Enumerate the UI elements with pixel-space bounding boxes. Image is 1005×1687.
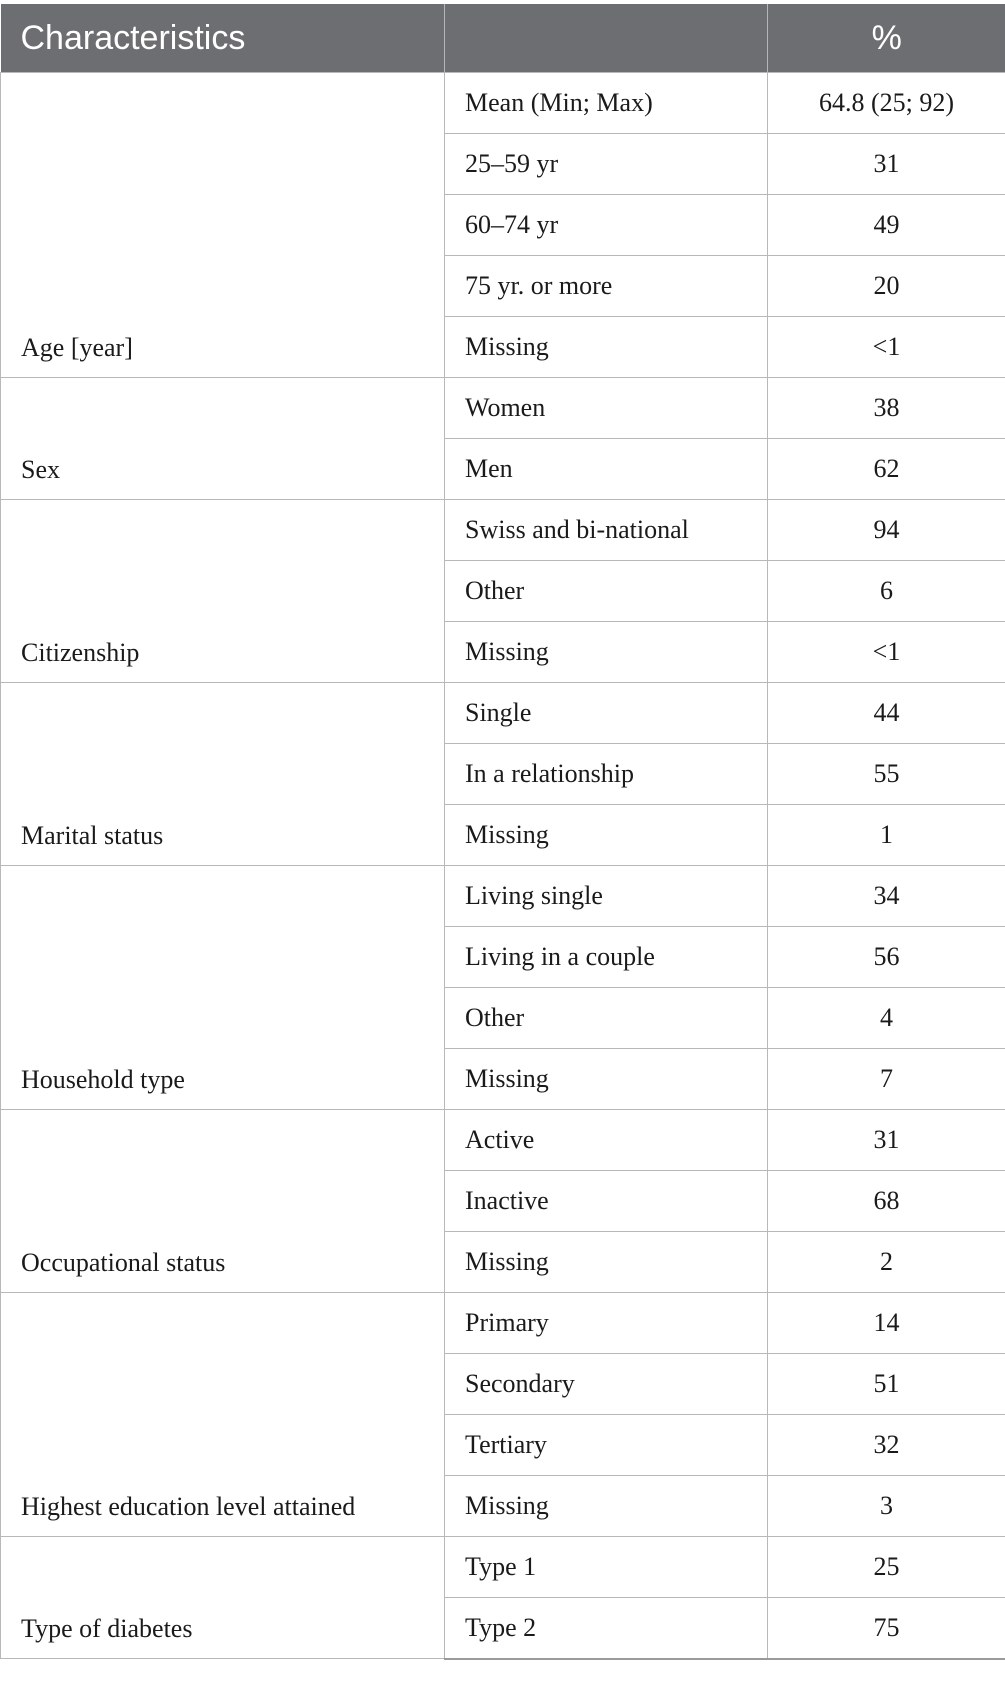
percent-cell: 6 [768,561,1005,622]
table-row [1,500,1005,561]
category-cell: Women [445,378,768,439]
header-percent: % [768,4,1005,73]
category-cell: Other [445,561,768,622]
table-row [1,1537,1005,1598]
percent-cell: 31 [768,1110,1005,1171]
category-cell: Secondary [445,1354,768,1415]
group-label: Occupational status [1,1110,445,1293]
percent-cell: 56 [768,927,1005,988]
percent-cell: 49 [768,195,1005,256]
group-label: Household type [1,866,445,1110]
percent-cell: 64.8 (25; 92) [768,73,1005,134]
category-cell: Inactive [445,1171,768,1232]
percent-cell: 32 [768,1415,1005,1476]
category-cell: Primary [445,1293,768,1354]
group-label: Age [year] [1,73,445,378]
category-cell: Mean (Min; Max) [445,73,768,134]
category-cell: Missing [445,805,768,866]
category-cell: Men [445,439,768,500]
table-row [1,1293,1005,1354]
category-cell: 60–74 yr [445,195,768,256]
percent-cell: 68 [768,1171,1005,1232]
percent-cell: 31 [768,134,1005,195]
percent-cell: 2 [768,1232,1005,1293]
table-row [1,1110,1005,1171]
table-row [1,683,1005,744]
percent-cell: 1 [768,805,1005,866]
table-header [1,4,1005,73]
percent-cell: 3 [768,1476,1005,1537]
category-cell: Tertiary [445,1415,768,1476]
category-cell: Active [445,1110,768,1171]
category-cell: Single [445,683,768,744]
category-cell: Missing [445,1476,768,1537]
header-category [445,4,768,73]
percent-cell: 38 [768,378,1005,439]
percent-cell: 14 [768,1293,1005,1354]
percent-cell: 75 [768,1598,1005,1659]
category-cell: In a relationship [445,744,768,805]
category-cell: 75 yr. or more [445,256,768,317]
percent-cell: 55 [768,744,1005,805]
group-label: Type of diabetes [1,1537,445,1659]
table-body [1,73,1005,1659]
group-label: Marital status [1,683,445,866]
category-cell: Type 2 [445,1598,768,1659]
percent-cell: <1 [768,622,1005,683]
category-cell: Missing [445,1049,768,1110]
category-cell: Swiss and bi-national [445,500,768,561]
table-row [1,866,1005,927]
category-cell: Missing [445,1232,768,1293]
percent-cell: 94 [768,500,1005,561]
percent-cell: 44 [768,683,1005,744]
category-cell: Other [445,988,768,1049]
category-cell: Living in a couple [445,927,768,988]
category-cell: Missing [445,622,768,683]
characteristics-table [0,4,1005,1660]
table-row [1,378,1005,439]
percent-cell: 25 [768,1537,1005,1598]
group-label: Citizenship [1,500,445,683]
group-label: Highest education level attained [1,1293,445,1537]
category-cell: Type 1 [445,1537,768,1598]
percent-cell: 20 [768,256,1005,317]
table-row [1,73,1005,134]
percent-cell: 7 [768,1049,1005,1110]
category-cell: 25–59 yr [445,134,768,195]
percent-cell: 51 [768,1354,1005,1415]
percent-cell: <1 [768,317,1005,378]
header-row [1,4,1005,73]
category-cell: Living single [445,866,768,927]
percent-cell: 62 [768,439,1005,500]
percent-cell: 34 [768,866,1005,927]
category-cell: Missing [445,317,768,378]
percent-cell: 4 [768,988,1005,1049]
group-label: Sex [1,378,445,500]
header-characteristics: Characteristics [1,4,445,73]
